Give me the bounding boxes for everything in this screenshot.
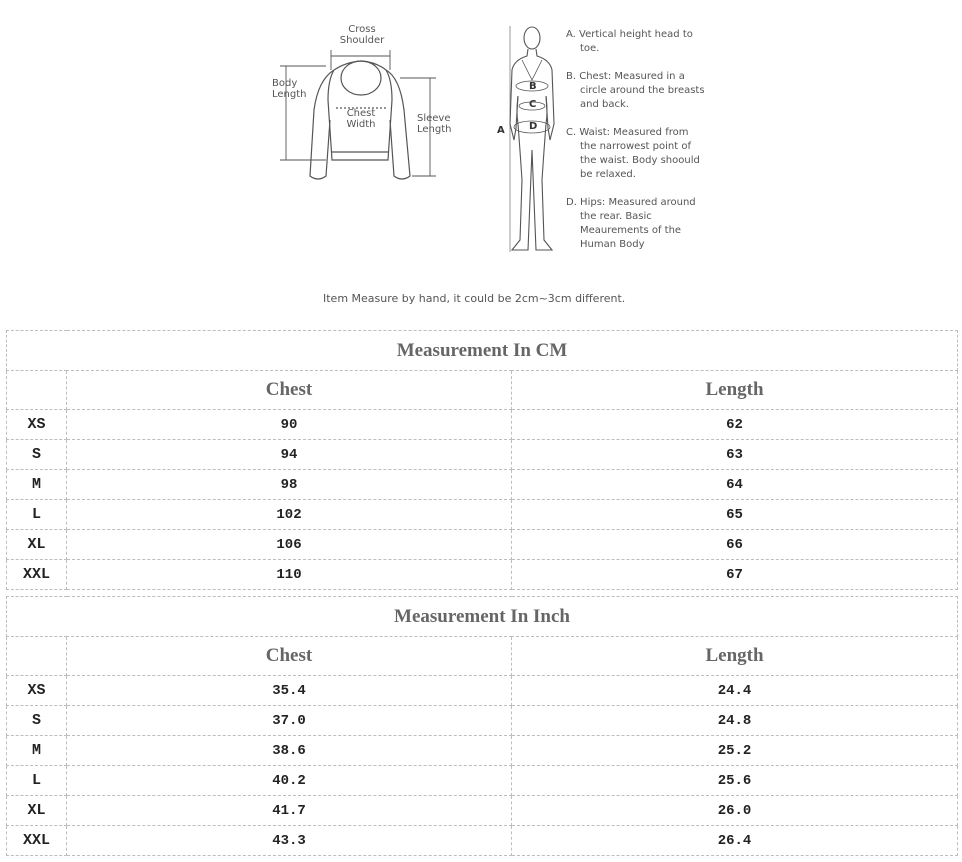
- chest-value: 98: [67, 470, 512, 500]
- size-label: S: [7, 440, 67, 470]
- size-table-cm: [6, 330, 958, 590]
- header-length: Length: [512, 637, 958, 676]
- chest-value: 94: [67, 440, 512, 470]
- size-label: XL: [7, 796, 67, 826]
- table-row: [7, 676, 958, 706]
- chest-value: 110: [67, 560, 512, 590]
- size-label: L: [7, 500, 67, 530]
- legend-item-d: D. Hips: Measured around the rear. Basic Meaurements of the Human Body: [566, 197, 696, 250]
- length-value: 62: [512, 410, 958, 440]
- table-title: Measurement In Inch: [7, 597, 958, 637]
- sleeve-length-label: Sleeve Length: [417, 113, 452, 135]
- size-label: XS: [7, 410, 67, 440]
- chest-value: 43.3: [67, 826, 512, 856]
- body-length-label: Body Length: [272, 78, 307, 100]
- size-label: M: [7, 736, 67, 766]
- table-row: [7, 826, 958, 856]
- size-label: XXL: [7, 560, 67, 590]
- length-value: 65: [512, 500, 958, 530]
- size-label: XS: [7, 676, 67, 706]
- mark-d: D: [529, 121, 538, 132]
- header-chest: Chest: [67, 637, 512, 676]
- table-row: [7, 706, 958, 736]
- body-figure: [510, 26, 554, 252]
- header-blank: [7, 637, 67, 676]
- size-label: M: [7, 470, 67, 500]
- length-value: 67: [512, 560, 958, 590]
- size-label: S: [7, 706, 67, 736]
- cross-shoulder-label: Cross Shoulder: [339, 24, 385, 46]
- table-row: [7, 530, 958, 560]
- size-label: L: [7, 766, 67, 796]
- header-length: Length: [512, 371, 958, 410]
- header-chest: Chest: [67, 371, 512, 410]
- mark-b: B: [529, 81, 537, 92]
- length-value: 26.0: [512, 796, 958, 826]
- size-label: XXL: [7, 826, 67, 856]
- chest-value: 106: [67, 530, 512, 560]
- table-row: [7, 500, 958, 530]
- chest-value: 40.2: [67, 766, 512, 796]
- table-row: [7, 410, 958, 440]
- length-value: 63: [512, 440, 958, 470]
- chest-width-label: Chest Width: [346, 108, 376, 130]
- mark-a: A: [497, 125, 505, 136]
- legend-item-a: A. Vertical height head to toe.: [566, 29, 693, 54]
- length-value: 24.8: [512, 706, 958, 736]
- table-row: [7, 440, 958, 470]
- length-value: 26.4: [512, 826, 958, 856]
- table-row: [7, 766, 958, 796]
- length-value: 25.6: [512, 766, 958, 796]
- length-value: 64: [512, 470, 958, 500]
- mark-c: C: [529, 99, 537, 110]
- length-value: 24.4: [512, 676, 958, 706]
- size-label: XL: [7, 530, 67, 560]
- chest-value: 102: [67, 500, 512, 530]
- chest-value: 37.0: [67, 706, 512, 736]
- length-value: 66: [512, 530, 958, 560]
- table-title: Measurement In CM: [7, 331, 958, 371]
- table-row: [7, 470, 958, 500]
- table-row: [7, 560, 958, 590]
- table-row: [7, 796, 958, 826]
- legend-item-c: C. Waist: Measured from the narrowest point of the waist. Body shoould be relaxed.: [566, 127, 700, 180]
- chest-value: 41.7: [67, 796, 512, 826]
- header-blank: [7, 371, 67, 410]
- measurement-legend: [566, 28, 706, 266]
- chest-value: 35.4: [67, 676, 512, 706]
- table-row: [7, 736, 958, 766]
- length-value: 25.2: [512, 736, 958, 766]
- chest-value: 90: [67, 410, 512, 440]
- legend-item-b: B. Chest: Measured in a circle around the breasts and back.: [566, 71, 705, 110]
- size-table-inch: [6, 596, 958, 856]
- measurement-note: Item Measure by hand, it could be 2cm~3cm different.: [323, 292, 626, 305]
- measurement-diagram: [0, 0, 962, 290]
- chest-value: 38.6: [67, 736, 512, 766]
